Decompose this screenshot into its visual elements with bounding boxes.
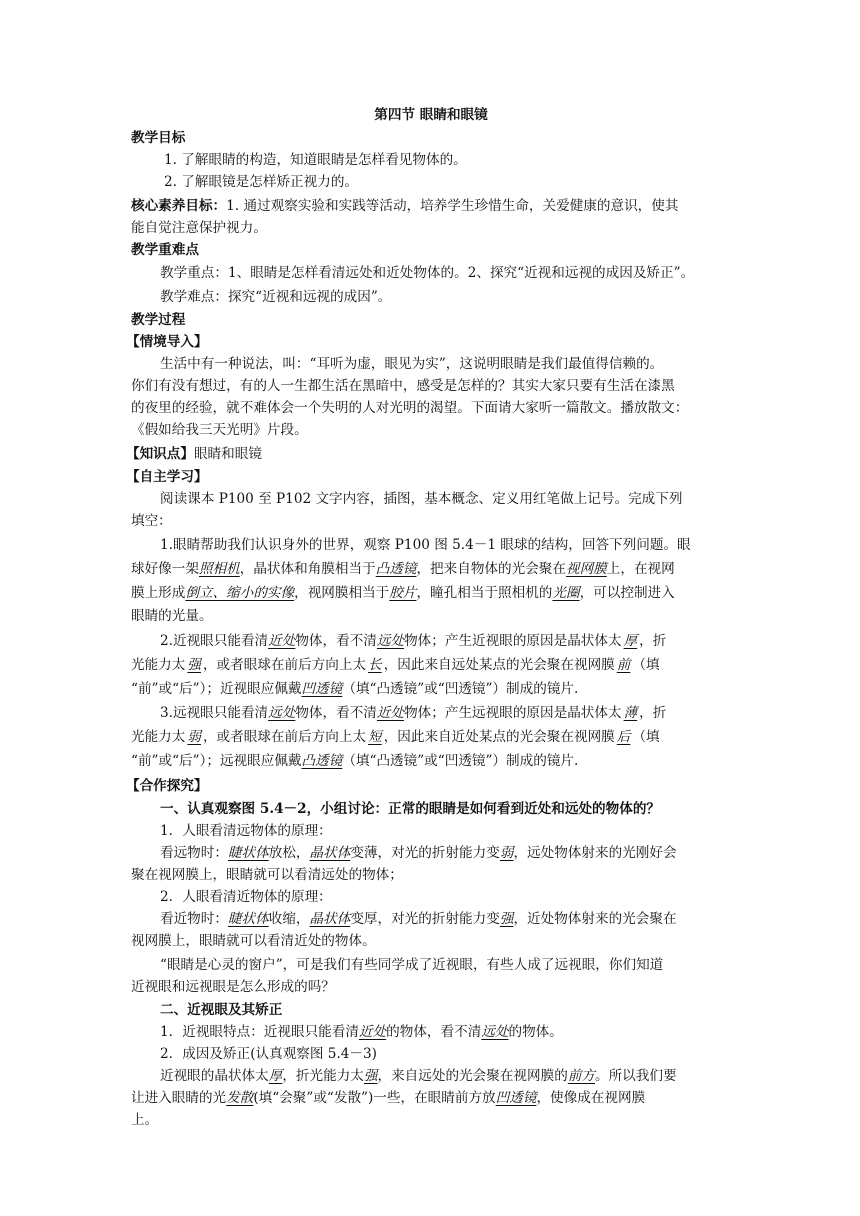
q1-text: ，把来自物体的光会聚在 [416,561,566,577]
process-heading: 教学过程 [131,312,186,328]
cause-text: ，使像成在视网膜 [536,1090,646,1106]
intro-line-1: 生活中有一种说法，叫：“耳听为虚，眼见为实”，这说明眼睛是我们最值得信赖的。 [160,356,664,372]
myopia-key-1: 近处 [358,1024,387,1040]
q2-answer-3: 厚 [623,633,638,649]
far-text: 变薄，对光的折射能力变 [350,845,500,861]
cause-text: 。所以我们要 [595,1068,677,1084]
knowledge-tag: 【知识点】 [126,446,194,462]
q3-text: 物体，看不清 [295,705,377,721]
myopia-key-2: 远处 [481,1024,509,1040]
q1-answer-1: 照相机 [198,561,240,577]
q3-line-1 [160,702,760,724]
core-label: 核心素养目标： [131,198,227,214]
q3-text: 物体；产生远视眼的原因是晶状体太 [404,705,622,721]
intro-line-3: 的夜里的经验，就不难体会一个失明的人对光明的渴望。下面请大家听一篇散文。播放散文： [131,400,689,416]
q3-text: ，因此来自近处某点的光会聚在视网膜 [383,729,615,745]
cause-key-3: 前方 [567,1068,595,1084]
key-points-heading: 教学重难点 [131,242,199,258]
q3-answer-6: 后 [616,729,631,745]
core-text-1: 1. 通过观察实验和实践等活动，培养学生珍惜生命，关爱健康的意识，使其 [226,198,679,214]
cause-key-1: 厚 [268,1068,283,1084]
far-key-1: 睫状体 [227,845,269,861]
q3-line-2 [131,726,731,748]
q1-text: ，可以控制进入 [579,585,675,601]
near-principle: 2．人眼看清近物体的原理： [160,889,332,905]
knowledge-line [126,443,726,465]
q2-text: “前”或“后”）；近视眼应佩戴 [131,681,302,697]
page-title: 第四节 眼睛和眼镜 [374,107,488,123]
cause-line-1 [160,1065,760,1087]
far-key-3: 弱 [499,845,514,861]
cause-text: 让进入眼睛的光 [131,1090,227,1106]
difficulty-line: 教学难点：探究“近视和远视的成因”。 [160,289,392,305]
q3-text: （填“凸透镜”或“凹透镜”）制成的镜片. [342,753,579,769]
q2-text: （填 [632,657,660,673]
q1-answer-4: 倒立、缩小的实像 [185,585,295,601]
self-study-tag: 【自主学习】 [126,469,208,485]
myopia-text: 的物体，看不清 [386,1024,482,1040]
q2-text: ，或者眼球在前后方向上太 [202,657,367,673]
q3-text: 3.远视眼只能看清 [160,705,269,721]
intro-tag: 【情境导入】 [126,334,208,350]
near-line-2: 视网膜上，眼睛就可以看清近处的物体。 [131,933,376,949]
near-line-1 [160,908,760,930]
core-line-1 [131,195,731,217]
near-text: 看近物时： [160,911,228,927]
far-principle: 1．人眼看清远物体的原理： [160,823,332,839]
q3-answer-5: 短 [368,729,382,745]
cause-heading: 2．成因及矫正(认真观察图 5.4－3) [160,1046,377,1062]
q3-text: ，或者眼球在前后方向上太 [202,729,367,745]
far-text: ，远处物体射来的光刚好会 [513,845,677,861]
cause-line-2 [131,1087,731,1109]
question-line-2: 近视眼和远视眼是怎么形成的吗？ [131,979,335,995]
objective-1: 1. 了解眼睛的构造，知道眼睛是怎样看见物体的。 [164,152,467,168]
cause-key-5: 凹透镜 [495,1090,537,1106]
q2-answer-1: 近处 [268,633,296,649]
q1-line-2 [131,558,731,580]
near-text: 变厚，对光的折射能力变 [350,911,500,927]
myopia-text: 的物体。 [508,1024,563,1040]
q2-answer-6: 前 [616,657,631,673]
q1-text: ，晶状体和角膜相当于 [239,561,376,577]
q3-text: “前”或“后”）；远视眼应佩戴 [131,753,302,769]
q3-answer-2: 近处 [376,705,405,721]
q1-text: 上，在视网 [606,561,675,577]
q1-answer-6: 光圈 [552,585,580,601]
q2-text: ，因此来自远处某点的光会聚在视网膜 [383,657,615,673]
cause-text: ，折光能力太 [282,1068,364,1084]
near-key-2: 晶状体 [309,911,351,927]
near-key-3: 强 [499,911,514,927]
q3-answer-1: 远处 [268,705,296,721]
q3-line-3 [131,750,731,772]
far-text: 看远物时： [160,845,228,861]
q2-line-1 [160,630,760,652]
q3-answer-7: 凸透镜 [301,753,343,769]
near-key-1: 睫状体 [227,911,269,927]
q2-answer-5: 长 [368,657,382,673]
q1-line-3 [131,582,731,604]
core-line-2: 能自觉注意保护视力。 [131,220,267,236]
far-line-1 [160,842,760,864]
intro-line-4: 《假如给我三天光明》片段。 [131,422,308,438]
cause-text: 近视眼的晶状体太 [160,1068,269,1084]
objective-2: 2. 了解眼镜是怎样矫正视力的。 [164,174,359,190]
q1-text: ，视网膜相当于 [294,585,390,601]
near-text: ，近处物体射来的光会聚在 [513,911,677,927]
q2-answer-4: 强 [187,657,201,673]
cause-line-3: 上。 [131,1112,159,1128]
cause-key-2: 强 [363,1068,378,1084]
question-line-1: “眼睛是心灵的窗户”，可是我们有些同学成了近视眼，有些人成了远视眼，你们知道 [160,957,664,973]
q1-text: 球好像一架 [131,561,199,577]
q3-text: （填 [632,729,660,745]
objectives-heading: 教学目标 [131,130,186,146]
far-text: 放松， [268,845,310,861]
far-line-2: 聚在视网膜上，眼睛就可以看清远处的物体； [131,867,403,883]
q2-text: 物体，看不清 [295,633,377,649]
q1-answer-3: 视网膜 [566,561,607,577]
q1-text: ，瞳孔相当于照相机的 [416,585,553,601]
myopia-feature-line [160,1021,760,1043]
intro-line-2: 你们有没有想过，有的人一生都生活在黑暗中，感受是怎样的？其实大家只要有生活在漆黑 [131,378,675,394]
self-study-line-1: 阅读课本 P100 至 P102 文字内容，插图，基本概念、定义用红笔做上记号。完成下列 [160,491,683,507]
q2-text: 光能力太 [131,657,186,673]
q2-line-3 [131,678,731,700]
q3-text: 光能力太 [131,729,186,745]
cause-text: ，来自远处的光会聚在视网膜的 [377,1068,568,1084]
q1-line-4: 眼睛的光量。 [131,608,213,624]
near-text: 收缩， [268,911,310,927]
q2-text: 2.近视眼只能看清 [160,633,269,649]
q2-line-2 [131,654,731,676]
q1-answer-5: 胶片 [389,585,417,601]
cause-text: (填“会聚”或“发散”)一些，在眼睛前方放 [253,1090,496,1106]
q1-line-1: 1.眼睛帮助我们认识身外的世界，观察 P100 图 5.4－1 眼球的结构，回答下列问题。眼 [160,537,691,553]
coop-heading-2: 二、近视眼及其矫正 [160,1002,283,1018]
q2-answer-7: 凹透镜 [301,681,343,697]
q1-text: 膜上形成 [131,585,186,601]
q2-text: （填“凸透镜”或“凹透镜”）制成的镜片. [342,681,579,697]
q1-answer-2: 凸透镜 [375,561,417,577]
q3-answer-4: 弱 [187,729,201,745]
q2-text: ，折 [639,633,667,649]
q2-answer-2: 远处 [376,633,405,649]
q3-text: ，折 [639,705,667,721]
coop-tag: 【合作探究】 [126,778,208,794]
cause-key-4: 发散 [226,1090,254,1106]
myopia-text: 1．近视眼特点：近视眼只能看清 [160,1024,359,1040]
knowledge-text: 眼睛和眼镜 [193,446,262,462]
focus-line: 教学重点：1、眼睛是怎样看清远处和近处物体的。2、探究“近视和远视的成因及矫正”。 [160,265,695,281]
far-key-2: 晶状体 [309,845,351,861]
q3-answer-3: 薄 [623,705,638,721]
q2-text: 物体；产生近视眼的原因是晶状体太 [404,633,622,649]
coop-heading-1: 一、认真观察图 5.4－2，小组讨论：正常的眼睛是如何看到近处和远处的物体的？ [160,801,661,817]
self-study-line-2: 填空： [131,513,172,529]
